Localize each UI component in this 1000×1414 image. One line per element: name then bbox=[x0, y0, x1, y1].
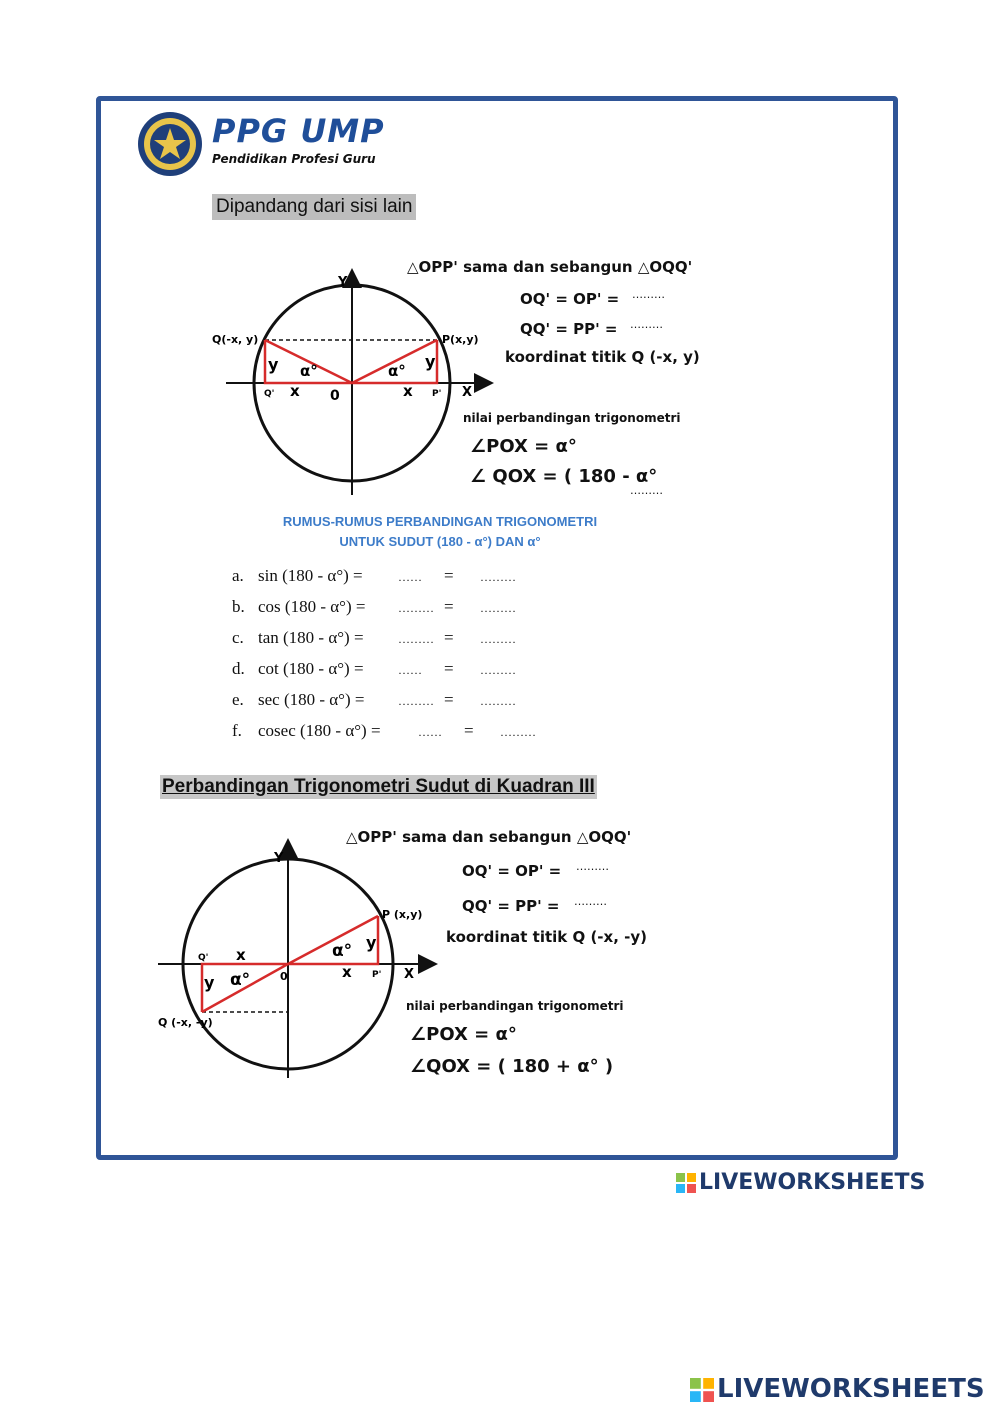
formula-row-d: d. cot (180 - α°) = …… = ……… bbox=[232, 659, 516, 678]
section2-eq2: QQ' = PP' = bbox=[462, 897, 560, 915]
university-seal-logo bbox=[136, 110, 204, 178]
label-x-axis: X bbox=[462, 385, 473, 400]
label-point-p: P(x,y) bbox=[442, 333, 479, 346]
label-y-axis: Y bbox=[338, 275, 348, 290]
label-origin: 0 bbox=[330, 388, 340, 404]
section1-eq1-blank[interactable]: ……… bbox=[632, 288, 665, 301]
blank-2[interactable]: ……… bbox=[480, 694, 516, 708]
label-alpha-right: α° bbox=[332, 941, 353, 961]
section1-angle2-blank[interactable]: ……… bbox=[630, 484, 663, 497]
quadrant2-diagram bbox=[210, 250, 700, 500]
blank-2[interactable]: ……… bbox=[480, 632, 516, 646]
formula-title-line1: RUMUS-RUMUS PERBANDINGAN TRIGONOMETRI bbox=[282, 514, 598, 529]
section2-eq2-blank[interactable]: ……… bbox=[574, 895, 607, 908]
section2-ratio-label: nilai perbandingan trigonometri bbox=[406, 999, 624, 1013]
label-q-prime: Q' bbox=[198, 953, 209, 963]
section1-heading: Dipandang dari sisi lain bbox=[212, 194, 416, 220]
watermark-logo-bottom bbox=[690, 1374, 985, 1404]
watermark-logo bbox=[676, 1170, 925, 1195]
blank-1[interactable]: …… bbox=[418, 725, 442, 739]
label-q-prime: Q' bbox=[264, 389, 275, 399]
label-x-right: x bbox=[403, 382, 413, 400]
blank-2[interactable]: ……… bbox=[500, 725, 536, 739]
blank-1[interactable]: ……… bbox=[398, 632, 434, 646]
label-alpha-right: α° bbox=[388, 362, 406, 380]
section1-angle1: ∠POX = α° bbox=[470, 436, 577, 457]
label-point-q: Q(-x, y) bbox=[212, 333, 259, 346]
label-x-left: x bbox=[290, 382, 300, 400]
section1-angle2: ∠ QOX = ( 180 - α° bbox=[470, 466, 658, 487]
section2-eq1-blank[interactable]: ……… bbox=[576, 860, 609, 873]
section2-eq1: OQ' = OP' = bbox=[462, 862, 562, 880]
section2-heading: Perbandingan Trigonometri Sudut di Kuadran III bbox=[162, 776, 595, 797]
formula-row-a: a. sin (180 - α°) = …… = ……… bbox=[232, 566, 516, 585]
label-p-prime: P' bbox=[372, 970, 382, 980]
section1-congruent: △OPP' sama dan sebangun △OQQ' bbox=[407, 258, 693, 276]
label-alpha-left: α° bbox=[230, 970, 251, 990]
section1-eq1: OQ' = OP' = bbox=[520, 290, 620, 308]
section1-eq2-blank[interactable]: ……… bbox=[630, 318, 663, 331]
label-point-q: Q (-x, -y) bbox=[158, 1016, 213, 1029]
formula-row-c: c. tan (180 - α°) = ……… = ……… bbox=[232, 628, 516, 647]
watermark-text: LIVEWORKSHEETS bbox=[717, 1374, 985, 1404]
blank-2[interactable]: ……… bbox=[480, 663, 516, 677]
blank-1[interactable]: …… bbox=[398, 663, 422, 677]
blank-1[interactable]: ……… bbox=[398, 694, 434, 708]
section1-eq2: QQ' = PP' = bbox=[520, 320, 618, 338]
label-p-prime: P' bbox=[432, 389, 442, 399]
section2-congruent: △OPP' sama dan sebangun △OQQ' bbox=[346, 828, 632, 846]
formula-row-b: b. cos (180 - α°) = ……… = ……… bbox=[232, 597, 516, 616]
label-x-axis: X bbox=[404, 967, 415, 982]
blank-1[interactable]: ……… bbox=[398, 601, 434, 615]
section2-coord: koordinat titik Q (-x, -y) bbox=[446, 928, 647, 946]
blank-2[interactable]: ……… bbox=[480, 570, 516, 584]
label-origin: 0 bbox=[280, 970, 288, 983]
label-y-left: y bbox=[268, 355, 279, 374]
formula-title-line2: UNTUK SUDUT (180 - α°) DAN α° bbox=[339, 534, 541, 549]
section2-angle2: ∠QOX = ( 180 + α° ) bbox=[410, 1056, 614, 1077]
label-y-right: y bbox=[366, 933, 377, 952]
label-x-left: x bbox=[236, 946, 246, 964]
formula-row-e: e. sec (180 - α°) = ……… = ……… bbox=[232, 690, 516, 709]
section2-angle1: ∠POX = α° bbox=[410, 1024, 517, 1045]
brand-title: PPG UMP bbox=[212, 112, 385, 150]
blank-1[interactable]: …… bbox=[398, 570, 422, 584]
label-x-right: x bbox=[342, 963, 352, 981]
liveworksheets-icon bbox=[676, 1173, 696, 1193]
liveworksheets-icon bbox=[690, 1378, 714, 1402]
quadrant3-diagram bbox=[150, 820, 450, 1090]
section1-coord: koordinat titik Q (-x, y) bbox=[505, 348, 700, 366]
brand-subtitle: Pendidikan Profesi Guru bbox=[212, 152, 376, 166]
watermark-text: LIVEWORKSHEETS bbox=[699, 1170, 926, 1195]
label-y-left: y bbox=[204, 973, 215, 992]
label-point-p: P (x,y) bbox=[382, 908, 423, 921]
label-alpha-left: α° bbox=[300, 362, 318, 380]
blank-2[interactable]: ……… bbox=[480, 601, 516, 615]
section1-ratio-label: nilai perbandingan trigonometri bbox=[463, 411, 681, 425]
formula-row-f: f. cosec (180 - α°) = …… = ……… bbox=[232, 721, 536, 740]
label-y-axis: Y bbox=[274, 851, 284, 866]
label-y-right: y bbox=[425, 352, 436, 371]
